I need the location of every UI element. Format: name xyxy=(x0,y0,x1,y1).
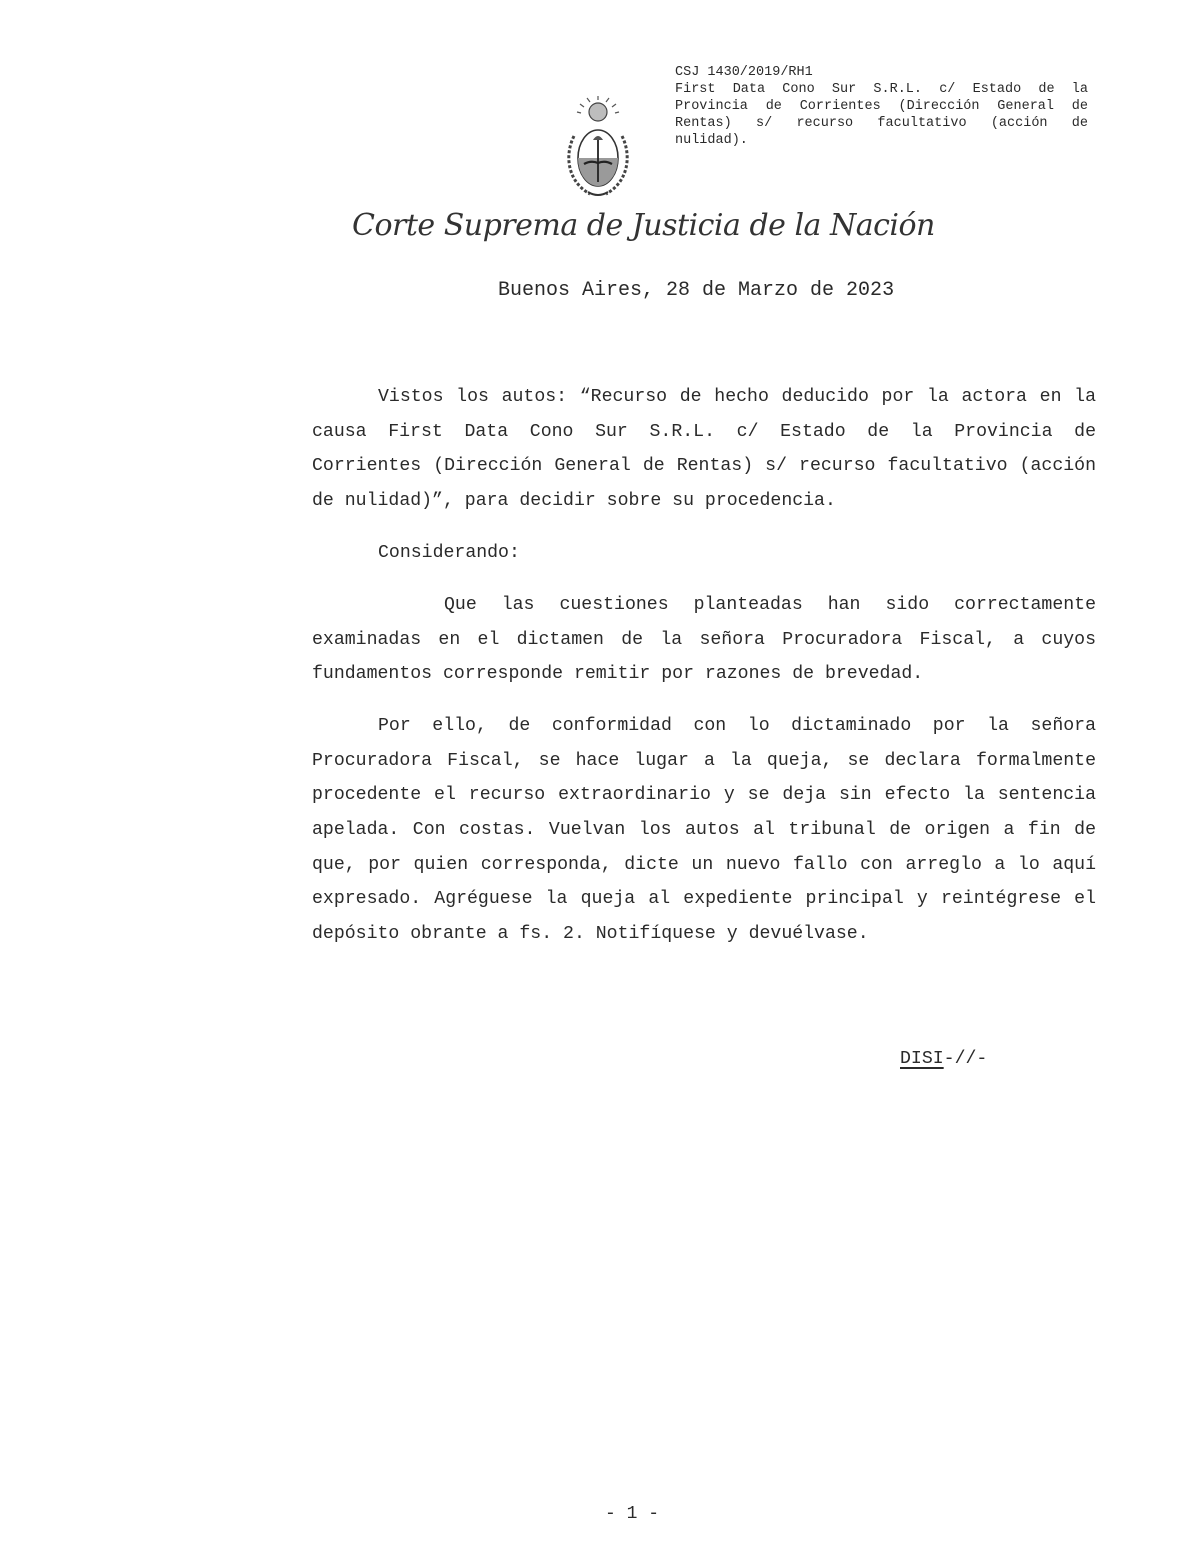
ruling-body xyxy=(312,380,1096,969)
continuation-rest: -//- xyxy=(943,1049,988,1069)
date-line: Buenos Aires, 28 de Marzo de 2023 xyxy=(498,279,895,302)
case-number: CSJ 1430/2019/RH1 xyxy=(675,65,813,80)
resolucion-paragraph: Por ello, de conformidad con lo dictaminado por la señora Procuradora Fiscal, se hace lugar a la queja, se declara formalmente procedente el recurso extraordinario y se deja sin efecto la sentencia apelada. Con costas. Vuelvan los autos al tribunal de origen a fin de que, por quien corresponda, dicte un nuevo fallo con arreglo a lo aquí expresado. Agréguese la queja al expediente principal y reintégrese el depósito obrante a fs. 2. Notifíquese y devuélvase. xyxy=(312,716,1096,944)
case-header xyxy=(675,64,1088,149)
vistos-paragraph: Vistos los autos: “Recurso de hecho deducido por la actora en la causa First Data Cono Sur S.R.L. c/ Estado de la Provincia de Corrientes (Dirección General de Rentas) s/ recurso facultativo (acción de nulidad)”, para decidir sobre su procedencia. xyxy=(312,387,1096,511)
page-number: - 1 - xyxy=(604,1504,659,1524)
considerando-paragraph: Que las cuestiones planteadas han sido correctamente examinadas en el dictamen de la señora Procuradora Fiscal, a cuyos fundamentos corresponde remitir por razones de brevedad. xyxy=(312,594,1096,685)
case-caption: First Data Cono Sur S.R.L. c/ Estado de la Provincia de Corrientes (Dirección General de Rentas) s/ recurso facultativo (acción de nulidad). xyxy=(675,82,1088,148)
argentine-coat-of-arms-icon xyxy=(560,96,636,200)
court-name: Corte Suprema de Justicia de la Nación xyxy=(352,208,935,243)
considerando-heading: Considerando: xyxy=(378,542,520,563)
continuation-marker xyxy=(900,1044,987,1074)
continuation-underlined: DISI xyxy=(900,1049,944,1069)
